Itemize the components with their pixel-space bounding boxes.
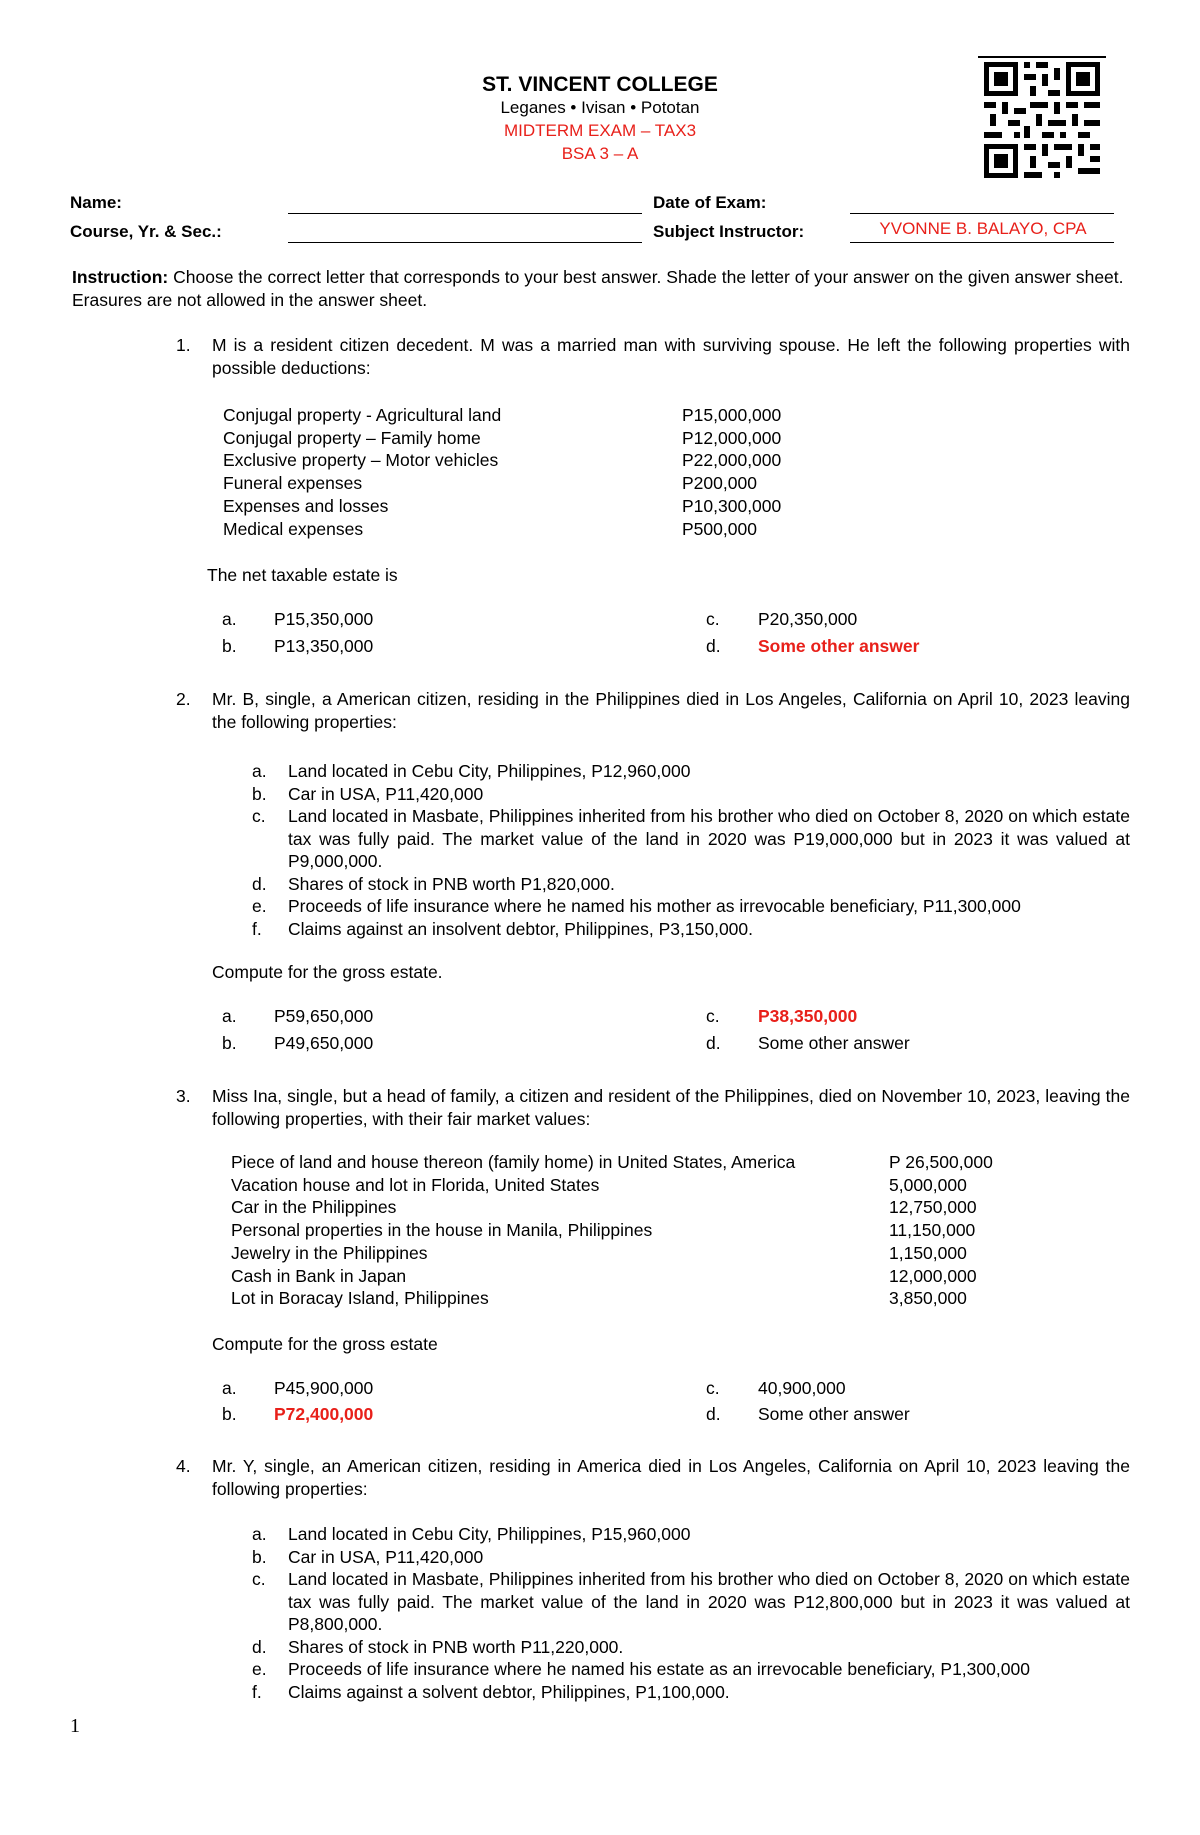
table-row-label: Conjugal property - Agricultural land xyxy=(223,405,502,425)
table-row-label: Expenses and losses xyxy=(223,495,389,516)
table-row-value: P 26,500,000 xyxy=(889,1152,993,1172)
instructor-label: Subject Instructor: xyxy=(653,222,805,241)
date-label: Date of Exam: xyxy=(653,193,767,212)
campus-list: Leganes • Ivisan • Pototan xyxy=(500,98,700,117)
table-row-value: P22,000,000 xyxy=(682,450,782,471)
course-field[interactable] xyxy=(288,242,642,243)
qr-code-icon xyxy=(978,56,1106,184)
table-row-label: Exclusive property – Motor vehicles xyxy=(223,450,499,471)
table-row-value: P15,000,000 xyxy=(682,405,782,425)
instruction xyxy=(72,266,1132,312)
table-row-label: Conjugal property – Family home xyxy=(223,427,481,448)
course-label: Course, Yr. & Sec.: xyxy=(70,222,222,241)
date-field[interactable] xyxy=(850,213,1114,214)
table-row-label: Piece of land and house thereon (family home) in United States, America xyxy=(231,1152,796,1172)
table-row-value: P500,000 xyxy=(682,518,757,539)
table-row-label: Funeral expenses xyxy=(223,473,363,494)
table-row-value: 12,750,000 xyxy=(889,1197,977,1218)
table-row-label: Car in the Philippines xyxy=(231,1197,397,1218)
instructor-line xyxy=(850,242,1114,243)
table-row-value: P10,300,000 xyxy=(682,495,782,516)
question-4-text: Mr. Y, single, an American citizen, residing in America died in Los Angeles, California on April 10, 2023 leaving the following properties: xyxy=(212,1456,1130,1499)
question-1-prompt: The net taxable estate is xyxy=(207,565,398,585)
instruction-text: Choose the correct letter that corresponds to your best answer. Shade the letter of your answer on the given answer sheet. Erasures are not allowed in the answer sheet. xyxy=(72,267,1124,310)
table-row-label: Vacation house and lot in Florida, United States xyxy=(231,1174,600,1195)
table-row-value: 12,000,000 xyxy=(889,1265,977,1286)
question-3-text: Miss Ina, single, but a head of family, a citizen and resident of the Philippines, died on November 10, 2023, leaving the following properties, with their fair market values: xyxy=(212,1086,1130,1129)
exam-title: MIDTERM EXAM – TAX3 xyxy=(503,121,697,140)
question-2-number: 2. xyxy=(176,689,191,709)
table-row-label: Jewelry in the Philippines xyxy=(231,1242,428,1263)
table-row-label: Medical expenses xyxy=(223,518,364,539)
table-row-label: Lot in Boracay Island, Philippines xyxy=(231,1288,489,1309)
table-row-label: Personal properties in the house in Manila, Philippines xyxy=(231,1220,653,1241)
page-number: 1 xyxy=(70,1715,80,1737)
table-row-value: P12,000,000 xyxy=(682,427,782,448)
question-3-prompt: Compute for the gross estate xyxy=(212,1334,438,1354)
table-row-value: P200,000 xyxy=(682,473,757,494)
table-row-value: 5,000,000 xyxy=(889,1174,967,1195)
name-label: Name: xyxy=(70,193,122,212)
instruction-label: Instruction: xyxy=(72,267,169,287)
instructor-value: YVONNE B. BALAYO, CPA xyxy=(879,219,1087,238)
question-2-text: Mr. B, single, a American citizen, residing in the Philippines died in Los Angeles, California on April 10, 2023 leaving the following properties: xyxy=(212,689,1130,732)
question-2-prompt: Compute for the gross estate. xyxy=(212,962,443,982)
exam-page: ST. VINCENT COLLEGE Leganes • Ivisan • Pototan MIDTERM EXAM – TAX3 BSA 3 – A Name: Date of Exam: Course, Yr. & Sec.: Subject Instructor: YVONNE B. BALAYO, CPA Instruction: Choose the correct letter that corresponds to your best answer. Shade the letter of your answer on the given answer sheet. Erasures are not allowed in the answer sheet. 1. M is a resident citizen decedent. M was a married man with surviving spouse. He left the following properties with possible deductions: Conjugal property - Agricultural land P15,000,000 Conjugal property – Family home P12,000,000 Exclusive property – Motor vehicles P22,000,000 Funeral expenses P200,000 Expenses and losses P10,300,000 Medical expenses P500,000 The net taxable estate is a. P15,350,000 b. P13,350,000 c. P20,350,000 d. Some other answer 2. Mr. B, single, a American citizen, residing in the Philippines died in Los Angeles, California on April 10, 2023 leaving the following properties: a. Land located in Cebu City, Philippines, P12,960,000 b. Car in USA, P11,420,000 c. Land located in Masbate, Philippines inherited from his brother who died on October 8, 2020 on which estate tax was fully paid. The market value of the land in 2020 was P19,000,000 but in 2023 it was valued at P9,000,000. d. Shares of stock in PNB worth P1,820,000. e. Proceeds of life insurance where he named his mother as irrevocable beneficiary, P11,300,000 f. Claims against an insolvent debtor, Philippines, P3,150,000. Compute for the gross estate. a. P59,650,000 b. P49,650,000 c. P38,350,000 d. Some other answer 3. Miss Ina, single, but a head of family, a citizen and resident of the Philippines, died on November 10, 2023, leaving the following properties, with their fair market values: Piece of land and house thereon (family home) in United States, America P 26,500,000 Vacation house and lot in Florida, United States 5,000,000 Car in the Philippines 12,750,000 Personal properties in the house in Manila, Philippines 11,150,000 Jewelry in the Philippines 1,150,000 Cash in Bank in Japan 12,000,000 Lot in Boracay Island, Philippines 3,850,000 Compute for the gross estate a. P45,900,000 b. P72,400,000 c. 40,900,000 d. Some other answer 4. Mr. Y, single, an American citizen, residing in America died in Los Angeles, California on April 10, 2023 leaving the following properties: a. Land located in Cebu City, Philippines, P15,960,000 b. Car in USA, P11,420,000 c. Land located in Masbate, Philippines inherited from his brother who died on October 8, 2020 on which estate tax was fully paid. The market value of the land in 2020 was P12,800,000 but in 2023 it was valued at P8,800,000. d. Shares of stock in PNB worth P11,220,000. e. Proceeds of life insurance where he named his estate as an irrevocable beneficiary, P1,300,000 f. Claims against a solvent debtor, Philippines, P1,100,000. 1 xyxy=(0,0,1200,1835)
question-3-number: 3. xyxy=(176,1086,191,1106)
table-row-value: 11,150,000 xyxy=(889,1220,976,1241)
question-4-number: 4. xyxy=(176,1456,191,1476)
table-row-value: 3,850,000 xyxy=(889,1288,967,1309)
section-label: BSA 3 – A xyxy=(561,144,639,163)
name-field[interactable] xyxy=(288,213,642,214)
college-name: ST. VINCENT COLLEGE xyxy=(482,73,718,96)
table-row-value: 1,150,000 xyxy=(889,1242,967,1263)
question-1-number: 1. xyxy=(176,335,191,355)
question-1-text: M is a resident citizen decedent. M was a married man with surviving spouse. He left the following properties with possible deductions: xyxy=(212,335,1130,378)
table-row-label: Cash in Bank in Japan xyxy=(231,1265,407,1286)
